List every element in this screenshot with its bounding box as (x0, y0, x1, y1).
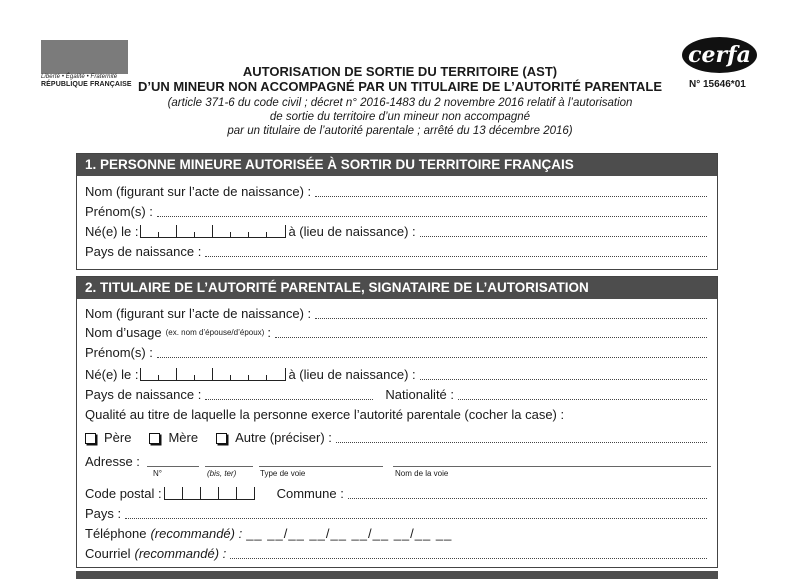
parent-usage-hint: (ex. nom d’épouse/d’époux) (165, 328, 265, 337)
parent-nationalite-field[interactable] (458, 389, 707, 400)
parent-usage-row (85, 325, 707, 341)
parent-adresse-row (85, 454, 707, 470)
parent-nom-label: Nom (figurant sur l’acte de naissance) : (85, 306, 312, 321)
pere-checkbox[interactable] (85, 433, 96, 444)
minor-naissance-row (85, 224, 707, 240)
telephone-field[interactable]: __ __/__ __/__ __/__ __/__ __ (246, 526, 453, 541)
courriel-field[interactable] (230, 548, 707, 559)
parent-lieu-field[interactable] (420, 369, 707, 380)
telephone-label: Téléphone (85, 526, 147, 541)
parent-cp-row (85, 486, 707, 502)
parent-prenom-row (85, 345, 707, 361)
option-pere[interactable] (85, 430, 131, 446)
courriel-hint: (recommandé) : (134, 546, 227, 561)
parent-usage-field[interactable] (275, 327, 707, 338)
parent-usage-colon: : (267, 325, 271, 340)
autre-field[interactable] (336, 432, 707, 443)
adresse-type-voie-field[interactable] (259, 466, 383, 467)
section1-title: 1. PERSONNE MINEURE AUTORISÉE À SORTIR DU TERRITOIRE FRANÇAIS (77, 154, 717, 176)
form-subtitle-line1: (article 371-6 du code civil ; décret n° 2016-1483 du 2 novembre 2016 relatif à l’autorisation (167, 97, 633, 109)
parent-lieu-label: à (lieu de naissance) : (288, 367, 416, 382)
minor-pays-row (85, 244, 707, 260)
form-title-line2: D’UN MINEUR NON ACCOMPAGNÉ PAR UN TITULAIRE DE L’AUTORITÉ PARENTALE (137, 79, 663, 94)
logo-motto: Liberté • Égalité • Fraternité (41, 74, 118, 80)
minor-lieu-label: à (lieu de naissance) : (288, 224, 416, 239)
minor-prenom-row (85, 204, 707, 220)
caption-numero: N° (153, 469, 162, 478)
parent-prenom-label: Prénom(s) : (85, 345, 153, 360)
parent-courriel-row (85, 546, 707, 562)
commune-field[interactable] (348, 488, 707, 499)
telephone-hint: (recommandé) : (150, 526, 243, 541)
caption-type-voie: Type de voie (260, 469, 306, 478)
commune-label: Commune : (276, 486, 344, 501)
option-autre[interactable] (216, 430, 332, 446)
pays-field[interactable] (125, 508, 707, 519)
parent-nationalite-label: Nationalité : (385, 387, 455, 402)
minor-ne-label: Né(e) le : (85, 224, 139, 239)
cerfa-number: N° 15646*01 (689, 79, 746, 90)
parent-nom-field[interactable] (315, 308, 707, 319)
section-parent (76, 276, 718, 568)
courriel-label: Courriel (85, 546, 131, 561)
mere-label: Mère (168, 430, 199, 445)
parent-nom-row (85, 306, 707, 322)
mere-checkbox[interactable] (149, 433, 160, 444)
parent-birthdate-field[interactable] (140, 368, 286, 381)
parent-adresse-label: Adresse : (85, 454, 140, 469)
adresse-bis-field[interactable] (205, 466, 253, 467)
code-postal-field[interactable] (164, 487, 255, 500)
autre-checkbox[interactable] (216, 433, 227, 444)
form-subtitle-line3: par un titulaire de l’autorité parentale ; arrêté du 13 décembre 2016) (227, 125, 573, 137)
minor-birthdate-field[interactable] (140, 225, 286, 238)
logo-republic: RÉPUBLIQUE FRANÇAISE (41, 81, 132, 88)
parent-pays-field[interactable] (205, 389, 373, 400)
form-title-line1: AUTORISATION DE SORTIE DU TERRITOIRE (AST) (242, 64, 558, 79)
parent-qualite-label: Qualité au titre de laquelle la personne exerce l’autorité parentale (cocher la case) : (85, 407, 565, 422)
section2-title: 2. TITULAIRE DE L’AUTORITÉ PARENTALE, SIGNATAIRE DE L’AUTORISATION (77, 277, 717, 299)
parent-naissance-row (85, 367, 707, 383)
minor-pays-field[interactable] (205, 246, 707, 257)
parent-qualite-row (85, 407, 707, 423)
minor-nom-row (85, 184, 707, 200)
parent-ne-label: Né(e) le : (85, 367, 139, 382)
parent-pays2-row (85, 506, 707, 522)
next-section-header (76, 571, 718, 579)
parent-pays-row (85, 387, 707, 403)
minor-nom-field[interactable] (315, 186, 707, 197)
parent-telephone-row (85, 526, 707, 542)
pere-label: Père (104, 430, 132, 445)
form-subtitle-line2: de sortie du territoire d’un mineur non accompagné (269, 111, 531, 123)
minor-nom-label: Nom (figurant sur l’acte de naissance) : (85, 184, 312, 199)
adresse-numero-field[interactable] (147, 466, 199, 467)
adresse-nom-voie-field[interactable] (393, 466, 711, 467)
caption-bis: (bis, ter) (207, 469, 237, 478)
parent-prenom-field[interactable] (157, 347, 707, 358)
parent-usage-label: Nom d’usage (85, 325, 162, 340)
minor-pays-label: Pays de naissance : (85, 244, 202, 259)
option-mere[interactable] (149, 430, 198, 446)
code-postal-label: Code postal : (85, 486, 162, 501)
pays-label: Pays : (85, 506, 122, 521)
minor-lieu-field[interactable] (420, 226, 707, 237)
autre-label: Autre (préciser) : (235, 430, 332, 445)
cerfa-logo: cerfa (682, 37, 757, 73)
section-minor (76, 153, 718, 270)
caption-nom-voie: Nom de la voie (395, 469, 449, 478)
parent-qualite-options (85, 430, 707, 446)
minor-prenom-label: Prénom(s) : (85, 204, 153, 219)
marianne-logo (41, 40, 128, 74)
parent-pays-label: Pays de naissance : (85, 387, 202, 402)
minor-prenom-field[interactable] (157, 206, 707, 217)
